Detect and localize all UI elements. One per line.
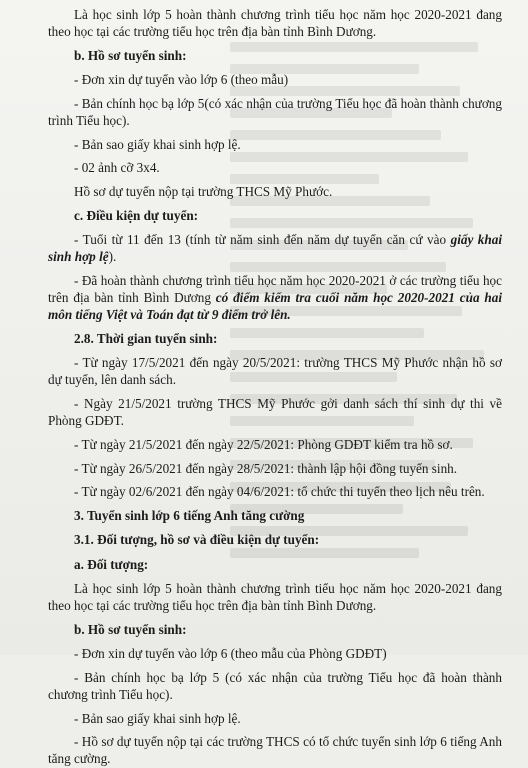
age-text: - Tuổi từ 11 đến 13 (tính từ năm sinh đến năm dự tuyển căn cứ vào: [74, 232, 451, 248]
completion-emphasis: có điểm kiểm tra cuối năm học 2020-2021 của hai môn tiếng Việt và Toán đạt từ 9 điểm trở lên.: [48, 290, 502, 323]
paragraph-eligibility: Là học sinh lớp 5 hoàn thành chương trình tiểu học năm học 2020-2021 đang theo học tại các trường tiểu học trên địa bàn tỉnh Bình Dương.: [48, 7, 502, 40]
heading-documents: b. Hồ sơ tuyển sinh:: [74, 47, 187, 63]
heading-documents-english: b. Hồ sơ tuyển sinh:: [74, 621, 187, 637]
completion-text: - Đã hoàn thành chương trình tiểu học năm học 2020-2021 ở các trường tiểu học trên địa bàn tỉnh Bình Dương: [48, 272, 502, 306]
list-item: - 02 ảnh cỡ 3x4.: [74, 160, 160, 176]
list-item-completion: [48, 272, 502, 324]
heading-section-3: 3. Tuyển sinh lớp 6 tiếng Anh tăng cường: [74, 508, 305, 524]
schedule-item: - Từ ngày 21/5/2021 đến ngày 22/5/2021: Phòng GDĐT kiểm tra hồ sơ.: [74, 437, 453, 453]
list-item: - Bản sao giấy khai sinh hợp lệ.: [74, 710, 241, 726]
schedule-item: - Từ ngày 02/6/2021 đến ngày 04/6/2021: tổ chức thi tuyển theo lịch nêu trên.: [74, 484, 485, 500]
list-item: - Bản sao giấy khai sinh hợp lệ.: [74, 136, 241, 152]
schedule-item: - Từ ngày 26/5/2021 đến ngày 28/5/2021: thành lập hội đồng tuyển sinh.: [74, 460, 458, 476]
heading-conditions: c. Điều kiện dự tuyển:: [74, 207, 199, 223]
schedule-item: - Ngày 21/5/2021 trường THCS Mỹ Phước gởi danh sách thí sinh dự thi về Phòng GDĐT.: [48, 396, 502, 429]
age-end: ).: [108, 249, 117, 265]
list-item: - Bản chính học bạ lớp 5 (có xác nhận của trường Tiểu học đã hoàn thành chương trình Tiểu học).: [48, 669, 502, 702]
list-item: - Đơn xin dự tuyển vào lớp 6 (theo mẫu của Phòng GDĐT): [74, 645, 387, 661]
heading-section-3-1: 3.1. Đối tượng, hồ sơ và điều kiện dự tuyển:: [74, 532, 320, 548]
list-item: - Đơn xin dự tuyển vào lớp 6 (theo mẫu): [74, 72, 289, 88]
list-item: - Hồ sơ dự tuyển nộp tại các trường THCS có tổ chức tuyển sinh lớp 6 tiếng Anh tăng cường.: [48, 734, 502, 767]
age-emphasis: giấy khai sinh hợp lệ: [48, 232, 502, 265]
list-item-age: [48, 231, 502, 265]
schedule-item: - Từ ngày 17/5/2021 đến ngày 20/5/2021: trường THCS Mỹ Phước nhận hồ sơ dự tuyển, lên danh sách.: [48, 355, 502, 388]
heading-schedule: 2.8. Thời gian tuyển sinh:: [74, 331, 218, 347]
list-item: - Bản chính học bạ lớp 5(có xác nhận của trường Tiểu học đã hoàn thành chương trình Tiểu học).: [48, 95, 502, 129]
heading-target: a. Đối tượng:: [74, 556, 149, 572]
paragraph-submission: Hồ sơ dự tuyển nộp tại trường THCS Mỹ Phước.: [74, 184, 333, 200]
paragraph-eligibility-english: Là học sinh lớp 5 hoàn thành chương trình tiểu học năm học 2020-2021 đang theo học tại các trường tiểu học trên địa bàn tỉnh Bình Dương.: [48, 580, 502, 613]
